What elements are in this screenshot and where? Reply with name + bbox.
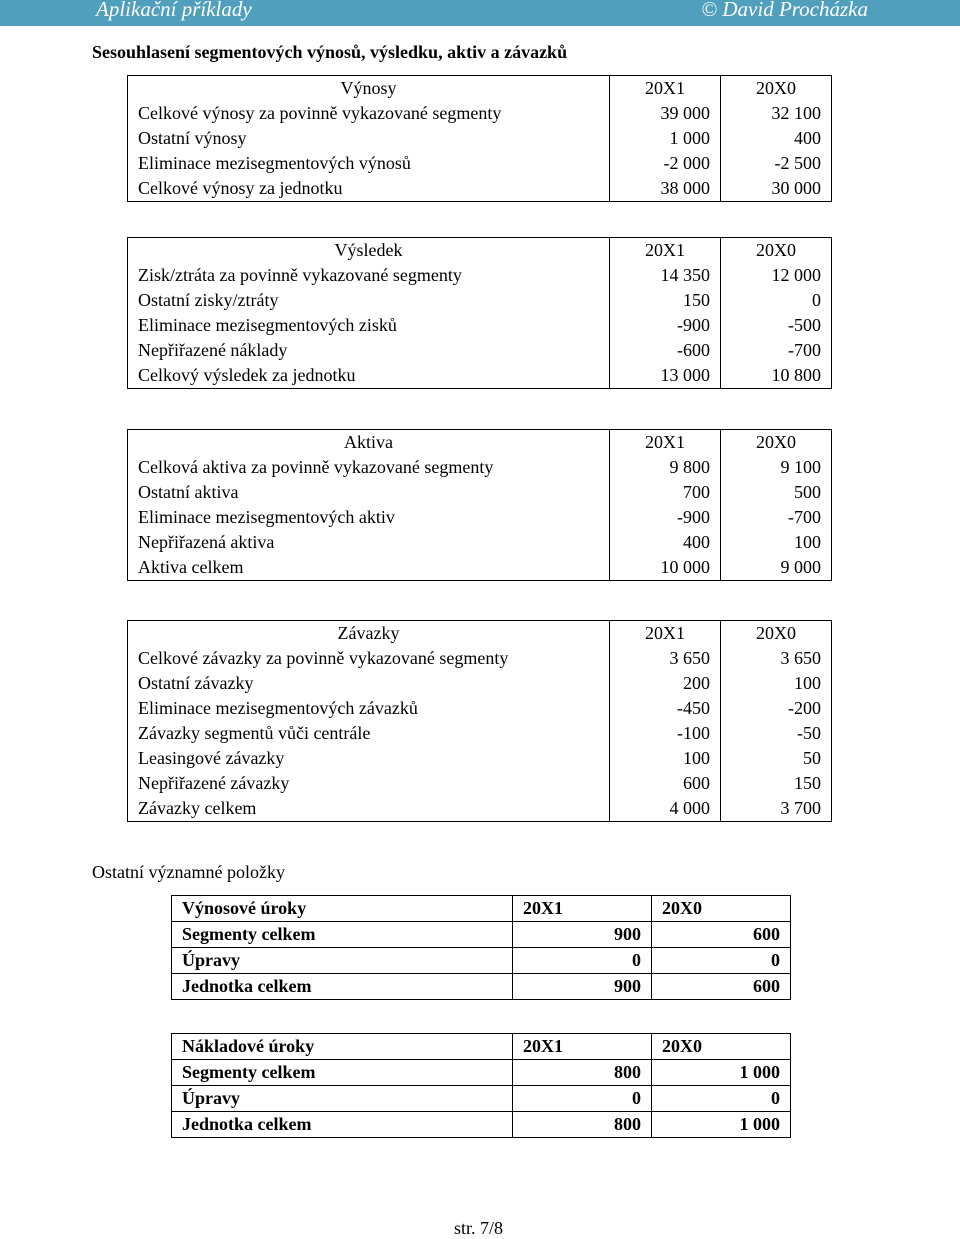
row-value-20x1: 1 000: [610, 126, 721, 151]
table-row: [128, 771, 832, 796]
row-label: Segmenty celkem: [172, 1060, 513, 1086]
row-value-20x0: 150: [721, 771, 832, 796]
row-value-20x0: -200: [721, 696, 832, 721]
row-value-20x1: 200: [610, 671, 721, 696]
table-row: [172, 1112, 791, 1138]
row-label: Nepřiřazené závazky: [128, 771, 610, 796]
row-value-20x1: -2 000: [610, 151, 721, 176]
row-label: Eliminace mezisegmentových zisků: [128, 313, 610, 338]
row-label: Ostatní výnosy: [128, 126, 610, 151]
row-value-20x1: 3 650: [610, 646, 721, 671]
row-label: Ostatní zisky/ztráty: [128, 288, 610, 313]
other-items-title: Ostatní významné položky: [92, 862, 285, 882]
row-label: Ostatní aktiva: [128, 480, 610, 505]
row-value-20x0: 3 700: [721, 796, 832, 822]
table-row: [128, 721, 832, 746]
page-header: [0, 0, 960, 26]
table-head-20x0: 20X0: [652, 1034, 791, 1060]
row-value-20x0: -2 500: [721, 151, 832, 176]
table-head-label: Výsledek: [128, 238, 610, 264]
row-value-20x0: -500: [721, 313, 832, 338]
row-value-20x1: -600: [610, 338, 721, 363]
table-head-label: Nákladové úroky: [172, 1034, 513, 1060]
table-head-label: Výnosy: [128, 76, 610, 102]
row-value-20x0: -700: [721, 338, 832, 363]
row-value-20x0: 9 100: [721, 455, 832, 480]
row-label: Celková aktiva za povinně vykazované segmenty: [128, 455, 610, 480]
table-row: [172, 974, 791, 1000]
table-row: [128, 555, 832, 581]
row-label: Zisk/ztráta za povinně vykazované segmenty: [128, 263, 610, 288]
row-value-20x1: -100: [610, 721, 721, 746]
row-value-20x0: 0: [652, 948, 791, 974]
table-row: [128, 696, 832, 721]
row-label: Závazky segmentů vůči centrále: [128, 721, 610, 746]
row-value-20x1: 39 000: [610, 101, 721, 126]
table-row: [128, 176, 832, 202]
table-header-row: [128, 238, 832, 264]
table-head-20x1: 20X1: [610, 430, 721, 456]
row-label: Závazky celkem: [128, 796, 610, 822]
row-label: Aktiva celkem: [128, 555, 610, 581]
row-value-20x1: 900: [513, 974, 652, 1000]
table-head-20x0: 20X0: [721, 621, 832, 647]
table-row: [128, 671, 832, 696]
table-row: [128, 313, 832, 338]
row-value-20x1: 13 000: [610, 363, 721, 389]
row-value-20x0: 500: [721, 480, 832, 505]
row-value-20x0: 400: [721, 126, 832, 151]
table-header-row: [172, 1034, 791, 1060]
table-row: [172, 1060, 791, 1086]
row-value-20x0: 1 000: [652, 1060, 791, 1086]
table-head-20x1: 20X1: [610, 238, 721, 264]
table-head-20x1: 20X1: [513, 1034, 652, 1060]
row-value-20x1: -900: [610, 505, 721, 530]
result-table: [127, 237, 832, 389]
row-label: Celkové výnosy za jednotku: [128, 176, 610, 202]
row-value-20x1: -900: [610, 313, 721, 338]
row-value-20x1: 0: [513, 1086, 652, 1112]
assets-table: [127, 429, 832, 581]
row-value-20x1: -450: [610, 696, 721, 721]
table-head-20x0: 20X0: [652, 896, 791, 922]
row-value-20x0: 1 000: [652, 1112, 791, 1138]
row-label: Celkové výnosy za povinně vykazované segmenty: [128, 101, 610, 126]
row-value-20x1: 800: [513, 1060, 652, 1086]
table-head-20x0: 20X0: [721, 238, 832, 264]
row-label: Eliminace mezisegmentových závazků: [128, 696, 610, 721]
row-value-20x0: -50: [721, 721, 832, 746]
row-label: Nepřiřazená aktiva: [128, 530, 610, 555]
row-value-20x0: 100: [721, 671, 832, 696]
row-label: Leasingové závazky: [128, 746, 610, 771]
table-row: [128, 796, 832, 822]
row-value-20x0: 50: [721, 746, 832, 771]
row-value-20x0: 10 800: [721, 363, 832, 389]
table-head-20x1: 20X1: [610, 76, 721, 102]
row-value-20x1: 9 800: [610, 455, 721, 480]
row-value-20x0: 32 100: [721, 101, 832, 126]
table-row: [128, 505, 832, 530]
row-value-20x1: 400: [610, 530, 721, 555]
row-value-20x0: 12 000: [721, 263, 832, 288]
row-value-20x1: 10 000: [610, 555, 721, 581]
row-value-20x1: 150: [610, 288, 721, 313]
header-left: Aplikační příklady: [96, 0, 252, 21]
row-value-20x1: 900: [513, 922, 652, 948]
table-row: [128, 288, 832, 313]
revenue-table: [127, 75, 832, 202]
table-row: [172, 948, 791, 974]
table-row: [128, 480, 832, 505]
table-row: [172, 1086, 791, 1112]
row-value-20x0: 0: [721, 288, 832, 313]
table-head-label: Výnosové úroky: [172, 896, 513, 922]
row-value-20x0: 600: [652, 974, 791, 1000]
row-value-20x1: 38 000: [610, 176, 721, 202]
table-head-20x1: 20X1: [610, 621, 721, 647]
page-number: str. 7/8: [454, 1218, 504, 1238]
row-label: Eliminace mezisegmentových aktiv: [128, 505, 610, 530]
header-right: © David Procházka: [701, 0, 868, 21]
table-header-row: [172, 896, 791, 922]
table-row: [128, 101, 832, 126]
table-header-row: [128, 621, 832, 647]
row-label: Celkové závazky za povinně vykazované segmenty: [128, 646, 610, 671]
row-value-20x1: 600: [610, 771, 721, 796]
table-row: [128, 263, 832, 288]
table-head-20x0: 20X0: [721, 430, 832, 456]
row-label: Jednotka celkem: [172, 1112, 513, 1138]
liabilities-table: [127, 620, 832, 822]
row-label: Segmenty celkem: [172, 922, 513, 948]
row-label: Jednotka celkem: [172, 974, 513, 1000]
table-row: [128, 646, 832, 671]
row-label: Úpravy: [172, 1086, 513, 1112]
row-value-20x0: 0: [652, 1086, 791, 1112]
row-value-20x0: 3 650: [721, 646, 832, 671]
table-head-20x1: 20X1: [513, 896, 652, 922]
row-label: Celkový výsledek za jednotku: [128, 363, 610, 389]
row-value-20x0: 9 000: [721, 555, 832, 581]
table-row: [128, 455, 832, 480]
row-label: Nepřiřazené náklady: [128, 338, 610, 363]
row-value-20x1: 4 000: [610, 796, 721, 822]
table-row: [128, 338, 832, 363]
row-label: Úpravy: [172, 948, 513, 974]
table-head-label: Závazky: [128, 621, 610, 647]
interest-income-table: [171, 895, 791, 1000]
table-row: [172, 922, 791, 948]
row-value-20x0: 30 000: [721, 176, 832, 202]
table-row: [128, 530, 832, 555]
table-row: [128, 126, 832, 151]
row-value-20x0: 600: [652, 922, 791, 948]
row-value-20x0: 100: [721, 530, 832, 555]
table-row: [128, 151, 832, 176]
section-title: Sesouhlasení segmentových výnosů, výsledku, aktiv a závazků: [92, 42, 568, 62]
table-row: [128, 746, 832, 771]
row-value-20x1: 100: [610, 746, 721, 771]
row-value-20x1: 14 350: [610, 263, 721, 288]
row-label: Eliminace mezisegmentových výnosů: [128, 151, 610, 176]
row-value-20x1: 700: [610, 480, 721, 505]
table-head-20x0: 20X0: [721, 76, 832, 102]
interest-expense-table: [171, 1033, 791, 1138]
table-row: [128, 363, 832, 389]
row-label: Ostatní závazky: [128, 671, 610, 696]
table-header-row: [128, 76, 832, 102]
table-header-row: [128, 430, 832, 456]
row-value-20x1: 0: [513, 948, 652, 974]
row-value-20x0: -700: [721, 505, 832, 530]
row-value-20x1: 800: [513, 1112, 652, 1138]
table-head-label: Aktiva: [128, 430, 610, 456]
